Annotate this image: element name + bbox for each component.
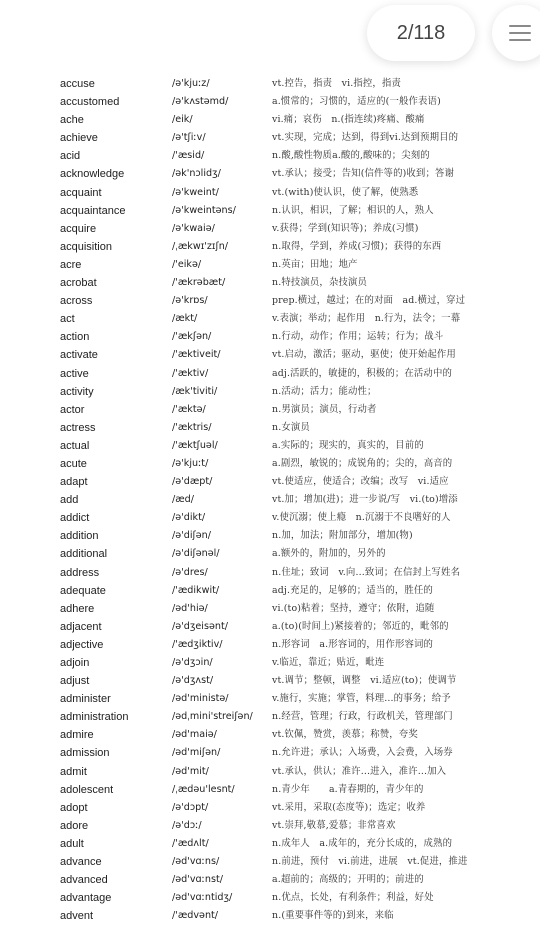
entry-phonetic: /əd'ministə/ [172, 693, 229, 705]
word-entry-row [0, 636, 540, 654]
word-entry-row [0, 473, 540, 491]
entry-word: admission [60, 747, 110, 760]
word-entry-row [0, 129, 540, 147]
word-entry-row [0, 147, 540, 165]
word-entry-row [0, 509, 540, 527]
entry-word: adjoin [60, 657, 90, 669]
entry-phonetic: /ə'kwaiə/ [172, 222, 215, 234]
entry-definition: v.施行，实施；掌管，料理...的事务；给予 [272, 693, 451, 705]
entry-definition: vt.崇拜,敬慕,爱慕；非常喜欢 [272, 819, 396, 831]
entry-word: advance [60, 856, 102, 869]
word-entry-row [0, 781, 540, 799]
entry-phonetic: /ə'dɔː/ [172, 819, 202, 831]
entry-definition: a.惯常的；习惯的，适应的(一般作表语) [272, 96, 441, 108]
entry-phonetic: /ə'kʌstəmd/ [172, 96, 229, 108]
word-list [0, 75, 540, 925]
entry-phonetic: /ə'dæpt/ [172, 476, 213, 488]
word-entry-row [0, 165, 540, 183]
entry-definition: n.取得，学到，养成(习惯)；获得的东西 [272, 240, 442, 252]
entry-phonetic: /ə'kweintəns/ [172, 204, 236, 216]
entry-word: adolescent [60, 783, 114, 796]
entry-phonetic: /əd'miʃən/ [172, 747, 221, 759]
word-entry-row [0, 545, 540, 563]
entry-definition: adj.充足的，足够的；适当的，胜任的 [272, 584, 433, 596]
entry-word: adjust [60, 675, 90, 688]
entry-definition: vt.使适应，使适合；改编；改写 vi.适应 [272, 476, 449, 488]
entry-definition: n.住址；致词 v.向...致词；在信封上写姓名 [272, 566, 461, 578]
word-entry-row [0, 274, 540, 292]
word-entry-row [0, 437, 540, 455]
entry-phonetic: /ə'dɔpt/ [172, 801, 209, 813]
entry-definition: vt.承认；接受；告知(信件等的)收到；答谢 [272, 168, 455, 180]
entry-word: activity [60, 385, 94, 398]
entry-definition: n.允许进；承认；入场费，入会费，入场券 [272, 747, 453, 759]
entry-phonetic: /'æktʃuəl/ [172, 439, 218, 451]
entry-word: adapt [60, 476, 88, 489]
entry-definition: a.实际的；现实的，真实的，目前的 [272, 439, 424, 451]
entry-word: adjacent [60, 620, 102, 633]
entry-definition: n.形容词 a.形容词的，用作形容词的 [272, 638, 434, 650]
entry-word: admit [60, 765, 87, 778]
entry-phonetic: /ə'dres/ [172, 566, 208, 578]
entry-phonetic: /ə'dikt/ [172, 512, 206, 524]
word-entry-row [0, 256, 540, 274]
word-entry-row [0, 799, 540, 817]
entry-definition: n.成年人 a.成年的，充分长成的，成熟的 [272, 837, 453, 849]
word-entry-row [0, 744, 540, 762]
entry-definition: v.表演；举动；起作用 n.行为，法令；一幕 [272, 313, 461, 325]
entry-phonetic: /ə'diʃənəl/ [172, 548, 220, 560]
word-entry-row [0, 527, 540, 545]
entry-phonetic: /ə'dʒʌst/ [172, 675, 214, 687]
entry-phonetic: /ə'krɒs/ [172, 295, 208, 307]
word-entry-row [0, 618, 540, 636]
word-entry-row [0, 690, 540, 708]
entry-word: acquisition [60, 240, 112, 253]
entry-phonetic: /ə'kweint/ [172, 186, 219, 198]
entry-phonetic: /ækt/ [172, 313, 198, 325]
entry-definition: a.剧烈，敏锐的；成锐角的；尖的，高音的 [272, 457, 453, 469]
entry-definition: a.超前的；高级的；开明的；前进的 [272, 874, 424, 886]
entry-phonetic: /ə'dʒɔin/ [172, 657, 213, 668]
entry-word: advanced [60, 874, 108, 887]
word-entry-row [0, 401, 540, 419]
entry-phonetic: /əd'vɑːntidʒ/ [172, 892, 233, 904]
entry-definition: n.(重要事件等的)到来，来临 [272, 910, 394, 922]
entry-phonetic: /'ædvənt/ [172, 910, 219, 922]
entry-definition: n.英亩；田地；地产 [272, 258, 358, 270]
entry-phonetic: /ədˌmini'streiʃən/ [172, 711, 253, 723]
entry-definition: n.经营，管理；行政，行政机关，管理部门 [272, 711, 453, 723]
word-entry-row [0, 726, 540, 744]
entry-word: adequate [60, 584, 106, 597]
word-entry-row [0, 365, 540, 383]
entry-word: acquaint [60, 186, 102, 199]
entry-phonetic: /'æktiveit/ [172, 349, 221, 361]
entry-phonetic: /'ædʒiktiv/ [172, 638, 223, 650]
word-entry-row [0, 455, 540, 473]
entry-definition: n.青少年 a.青春期的，青少年的 [272, 783, 424, 795]
word-entry-row [0, 582, 540, 600]
entry-definition: vt.加；增加(进)；进一步说/写 vi.(to)增添 [272, 494, 458, 506]
entry-word: acute [60, 457, 87, 470]
entry-word: advantage [60, 892, 112, 905]
entry-definition: n.酸,酸性物质a.酸的,酸味的；尖刻的 [272, 150, 430, 162]
entry-word: add [60, 494, 79, 507]
word-entry-row [0, 202, 540, 220]
entry-phonetic: /'æktris/ [172, 421, 212, 433]
entry-definition: vt.采用，采取(态度等)；选定；收养 [272, 801, 426, 813]
entry-word: additional [60, 548, 108, 561]
entry-word: activate [60, 349, 98, 362]
word-entry-row [0, 184, 540, 202]
word-entry-row [0, 871, 540, 889]
entry-word: active [60, 367, 89, 380]
entry-word: acrobat [60, 277, 97, 290]
entry-phonetic: /əd'mit/ [172, 765, 209, 777]
entry-word: actress [60, 421, 96, 434]
word-entry-row [0, 600, 540, 618]
entry-phonetic: /'ædʌlt/ [172, 837, 209, 849]
entry-phonetic: /'eikə/ [172, 258, 202, 270]
entry-definition: adj.活跃的，敏捷的，积极的；在活动中的 [272, 367, 453, 379]
entry-phonetic: /əd'vɑːns/ [172, 856, 220, 868]
entry-definition: n.特技演员，杂技演员 [272, 277, 368, 289]
entry-phonetic: /ə'kjuːt/ [172, 457, 209, 469]
entry-word: acquaintance [60, 204, 126, 217]
word-entry-row [0, 111, 540, 129]
entry-definition: vt.承认，供认；准许...进入，准许...加入 [272, 765, 447, 777]
entry-word: ache [60, 114, 84, 127]
entry-word: addition [60, 530, 99, 543]
entry-phonetic: /eik/ [172, 114, 193, 126]
hamburger-menu-icon [509, 24, 531, 42]
entry-definition: v.临近，靠近；贴近，毗连 [272, 657, 385, 668]
entry-word: acquire [60, 222, 97, 235]
entry-definition: vt.启动，激活；驱动，驱使；使开始起作用 [272, 349, 456, 361]
entry-phonetic: /ˌækwɪ'zɪʃn/ [172, 240, 229, 252]
word-entry-row [0, 93, 540, 111]
word-entry-row [0, 310, 540, 328]
entry-phonetic: /əd'hiə/ [172, 602, 208, 614]
entry-definition: n.男演员；演员，行动者 [272, 403, 377, 415]
entry-definition: a.额外的，附加的，另外的 [272, 548, 386, 560]
word-entry-row [0, 564, 540, 582]
entry-word: accuse [60, 78, 95, 90]
entry-definition: vt.钦佩，赞赏，羡慕；称赞，夸奖 [272, 729, 418, 741]
entry-phonetic: /əd'maiə/ [172, 729, 217, 741]
entry-definition: vt.(with)使认识，使了解，使熟悉 [272, 186, 419, 198]
entry-word: address [60, 566, 100, 579]
entry-word: adopt [60, 801, 88, 814]
word-entry-row [0, 328, 540, 346]
entry-word: adjective [60, 638, 104, 651]
word-entry-row [0, 292, 540, 310]
entry-word: accustomed [60, 96, 120, 109]
entry-definition: n.认识，相识，了解；相识的人，熟人 [272, 204, 434, 216]
entry-word: acre [60, 258, 82, 271]
word-entry-row [0, 672, 540, 690]
entry-word: advent [60, 910, 94, 923]
entry-phonetic: /'ækrəbæt/ [172, 277, 226, 289]
entry-definition: n.行动，动作；作用；运转；行为；战斗 [272, 331, 444, 343]
word-entry-row [0, 220, 540, 238]
entry-word: acid [60, 150, 81, 163]
page-indicator[interactable]: 2/118 [367, 5, 475, 61]
word-entry-row [0, 817, 540, 835]
entry-phonetic: /'æsid/ [172, 150, 205, 162]
entry-word: administration [60, 711, 129, 724]
word-entry-row [0, 708, 540, 726]
entry-definition: n.优点，长处，有利条件；利益，好处 [272, 892, 434, 904]
entry-definition: vt.实现，完成；达到，得到vi.达到预期目的 [272, 132, 459, 144]
entry-phonetic: /ˌædəu'lesnt/ [172, 783, 235, 795]
entry-phonetic: /æk'tiviti/ [172, 385, 218, 397]
entry-phonetic: /ə'dʒeisənt/ [172, 620, 228, 632]
entry-definition: a.(to)(时间上)紧接着的；邻近的，毗邻的 [272, 620, 449, 632]
entry-word: achieve [60, 132, 98, 145]
entry-definition: prep.横过，越过；在的对面 ad.横过，穿过 [272, 295, 466, 307]
entry-word: actor [60, 403, 85, 416]
word-entry-row [0, 346, 540, 364]
entry-phonetic: /'æktiv/ [172, 367, 209, 379]
entry-word: adore [60, 819, 89, 832]
entry-definition: vt.控告，指责 vi.指控，指责 [272, 78, 401, 89]
entry-phonetic: /'ædikwit/ [172, 584, 220, 596]
entry-definition: n.活动；活力；能动性； [272, 385, 377, 397]
entry-phonetic: /'æktə/ [172, 403, 206, 415]
entry-phonetic: /'ækʃən/ [172, 331, 212, 343]
word-entry-row [0, 763, 540, 781]
entry-word: addict [60, 512, 90, 525]
word-entry-row [0, 654, 540, 672]
entry-phonetic: /ə'tʃiːv/ [172, 132, 206, 144]
entry-word: act [60, 313, 75, 326]
entry-definition: vi.痛；哀伤 n.(指连续)疼痛、酸痛 [272, 114, 425, 126]
entry-phonetic: /æd/ [172, 494, 194, 506]
word-entry-row [0, 383, 540, 401]
word-entry-row [0, 238, 540, 256]
entry-word: admire [60, 729, 94, 742]
word-entry-row [0, 75, 540, 93]
menu-button[interactable] [492, 5, 540, 61]
entry-word: acknowledge [60, 168, 125, 181]
word-entry-row [0, 853, 540, 871]
entry-word: across [60, 295, 93, 308]
word-entry-row [0, 907, 540, 925]
top-bar [0, 0, 540, 70]
word-entry-row [0, 419, 540, 437]
entry-phonetic: /ək'nɔlidʒ/ [172, 168, 221, 180]
entry-word: adhere [60, 602, 95, 615]
word-entry-row [0, 889, 540, 907]
entry-definition: v.使沉溺；使上瘾 n.沉溺于不良嗜好的人 [272, 512, 451, 524]
entry-definition: n.女演员 [272, 421, 310, 433]
entry-definition: n.前进，预付 vi.前进，进展 vt.促进，推进 [272, 856, 468, 868]
entry-phonetic: /əd'vɑːnst/ [172, 874, 223, 886]
entry-definition: v.获得；学到(知识等)；养成(习惯) [272, 222, 419, 234]
entry-definition: vt.调节；整顿，调整 vi.适应(to)；使调节 [272, 675, 457, 687]
entry-phonetic: /ə'diʃən/ [172, 530, 211, 542]
entry-phonetic: /ə'kjuːz/ [172, 78, 210, 89]
entry-word: action [60, 331, 90, 344]
entry-word: actual [60, 439, 90, 452]
word-entry-row [0, 835, 540, 853]
entry-word: administer [60, 693, 111, 706]
entry-definition: n.加，加法；附加部分，增加(物) [272, 530, 413, 542]
word-entry-row [0, 491, 540, 509]
entry-word: adult [60, 837, 84, 850]
entry-definition: vi.(to)粘着；坚持，遵守；依附，追随 [272, 602, 435, 614]
